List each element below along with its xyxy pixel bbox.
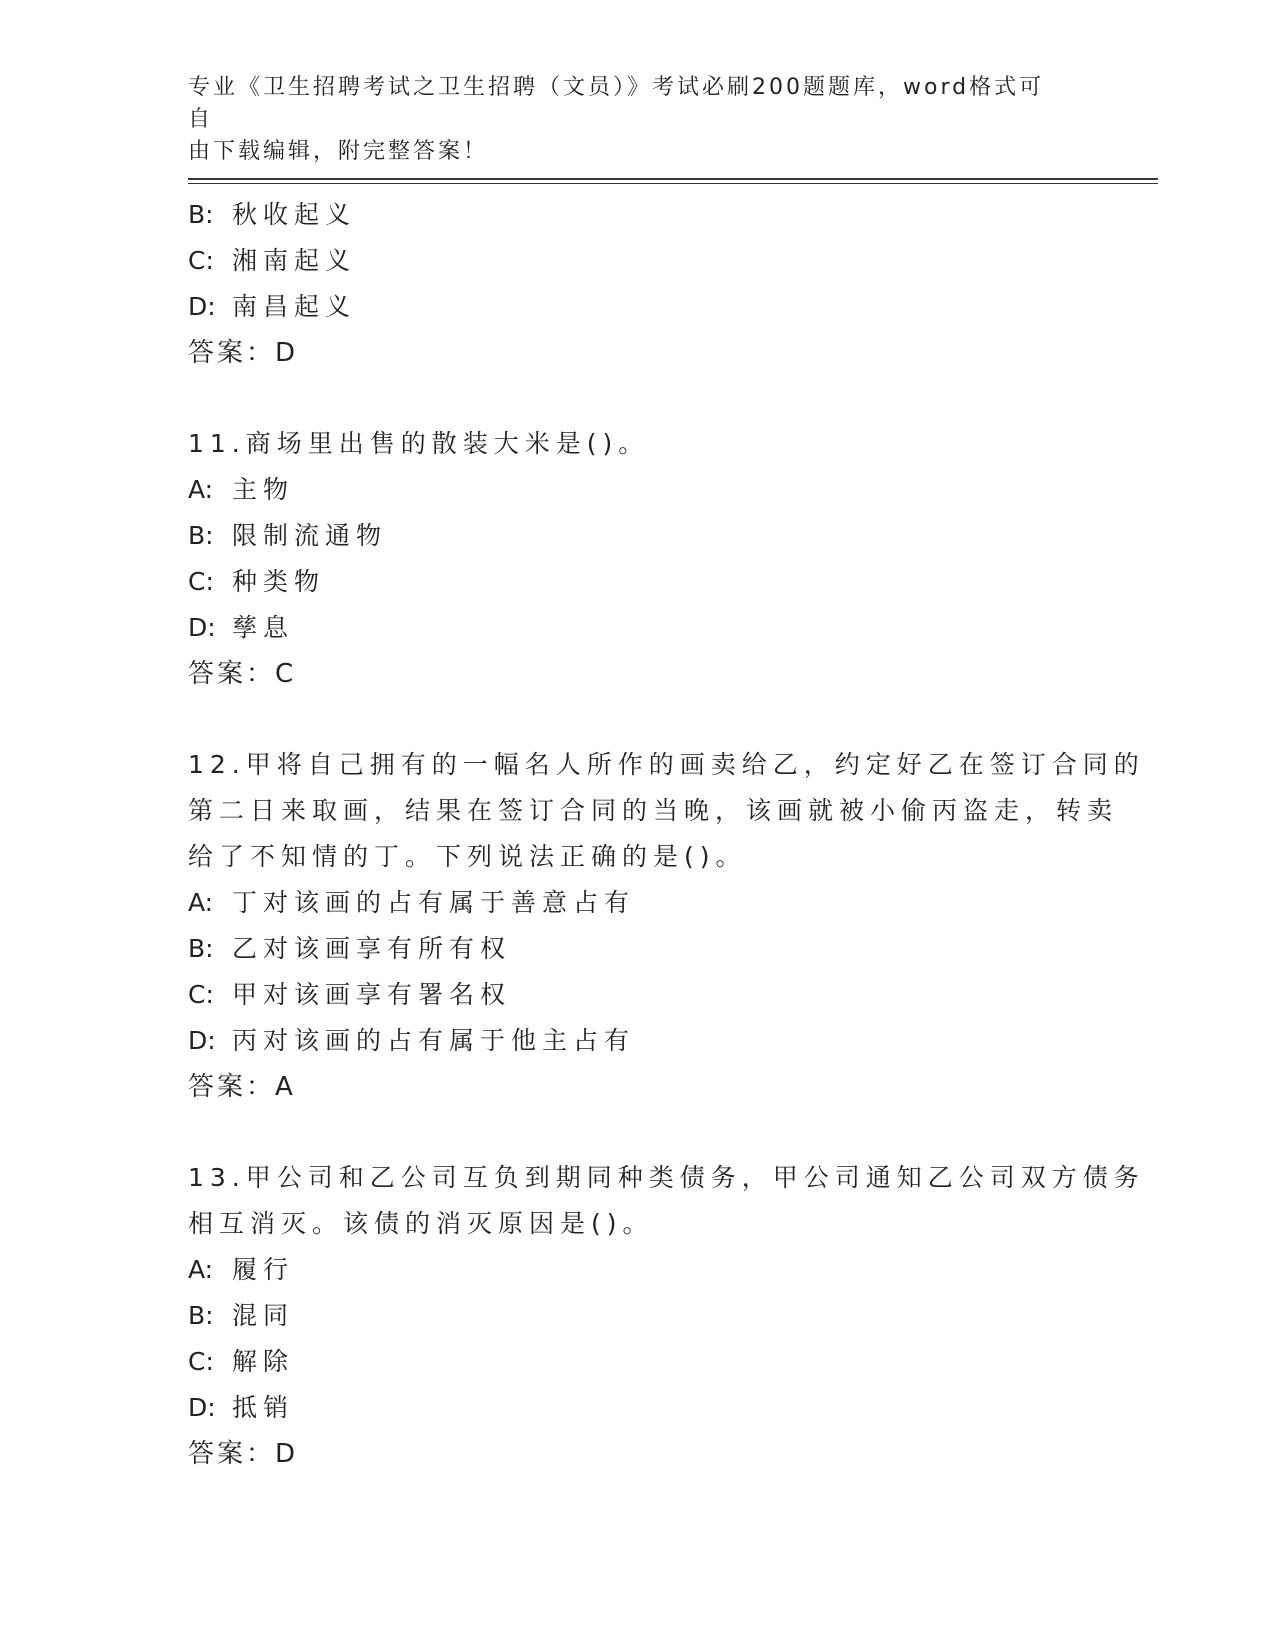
option-text: 丙对该画的占有属于他主占有 <box>232 1026 636 1055</box>
option-letter: A: <box>188 888 214 917</box>
document-header <box>188 72 1068 168</box>
option-b <box>188 192 1088 238</box>
answer-line: 答案：C <box>188 659 297 689</box>
answer-line: 答案：A <box>188 1072 296 1102</box>
option-letter: D: <box>188 613 216 642</box>
option-c <box>188 972 1088 1018</box>
option-c <box>188 1339 1088 1385</box>
option-a <box>188 1247 1088 1293</box>
question-stem-line: 第二日来取画，结果在签订合同的当晚，该画就被小偷丙盗走，转卖 <box>188 796 1119 825</box>
question-13 <box>188 1155 1145 1477</box>
option-letter: C: <box>188 567 214 596</box>
option-d <box>188 1385 1088 1431</box>
option-letter: B: <box>188 200 214 229</box>
answer-line: 答案：D <box>188 1439 299 1469</box>
option-text: 秋收起义 <box>232 200 357 229</box>
option-letter: C: <box>188 980 214 1009</box>
option-c <box>188 559 1088 605</box>
option-c <box>188 238 1088 284</box>
option-text: 乙对该画享有所有权 <box>232 934 512 963</box>
prev-question <box>188 192 1088 376</box>
question-list <box>188 192 1145 1477</box>
option-text: 主物 <box>232 475 295 504</box>
question-stem-line: 13.甲公司和乙公司互负到期同种类债务，甲公司通知乙公司双方债务 <box>188 1163 1145 1192</box>
option-a <box>188 467 1088 513</box>
option-letter: A: <box>188 1255 214 1284</box>
option-text: 丁对该画的占有属于善意占有 <box>232 888 636 917</box>
option-d <box>188 1018 1088 1064</box>
answer-line: 答案：D <box>188 338 299 368</box>
option-b <box>188 1293 1088 1339</box>
option-text: 孳息 <box>232 613 295 642</box>
option-text: 种类物 <box>232 567 326 596</box>
option-text: 履行 <box>232 1255 295 1284</box>
option-letter: D: <box>188 1393 216 1422</box>
option-letter: D: <box>188 292 216 321</box>
option-b <box>188 926 1088 972</box>
option-text: 限制流通物 <box>232 521 388 550</box>
question-stem-line: 12.甲将自己拥有的一幅名人所作的画卖给乙，约定好乙在签订合同的 <box>188 750 1145 779</box>
question-11 <box>188 421 1088 697</box>
header-line-2: 由下载编辑，附完整答案！ <box>188 139 489 164</box>
option-d <box>188 605 1088 651</box>
header-line-1: 专业《卫生招聘考试之卫生招聘（文员）》考试必刷200题题库，word格式可自 <box>188 75 1045 132</box>
question-12 <box>188 742 1145 1110</box>
question-stem-line: 相互消灭。该债的消灭原因是()。 <box>188 1209 654 1238</box>
option-letter: C: <box>188 1347 214 1376</box>
option-text: 混同 <box>232 1301 295 1330</box>
header-rule-bottom <box>188 183 1158 184</box>
option-text: 南昌起义 <box>232 292 357 321</box>
option-letter: B: <box>188 1301 214 1330</box>
option-letter: A: <box>188 475 214 504</box>
question-stem-line: 给了不知情的丁。下列说法正确的是()。 <box>188 842 747 871</box>
option-letter: B: <box>188 934 214 963</box>
option-b <box>188 513 1088 559</box>
header-rule-top <box>188 178 1158 180</box>
option-d <box>188 284 1088 330</box>
option-text: 湘南起义 <box>232 246 357 275</box>
question-stem: 11.商场里出售的散装大米是()。 <box>188 429 650 458</box>
option-letter: C: <box>188 246 214 275</box>
option-text: 解除 <box>232 1347 295 1376</box>
option-text: 抵销 <box>232 1393 295 1422</box>
option-a <box>188 880 1088 926</box>
option-text: 甲对该画享有署名权 <box>232 980 512 1009</box>
option-letter: D: <box>188 1026 216 1055</box>
option-letter: B: <box>188 521 214 550</box>
